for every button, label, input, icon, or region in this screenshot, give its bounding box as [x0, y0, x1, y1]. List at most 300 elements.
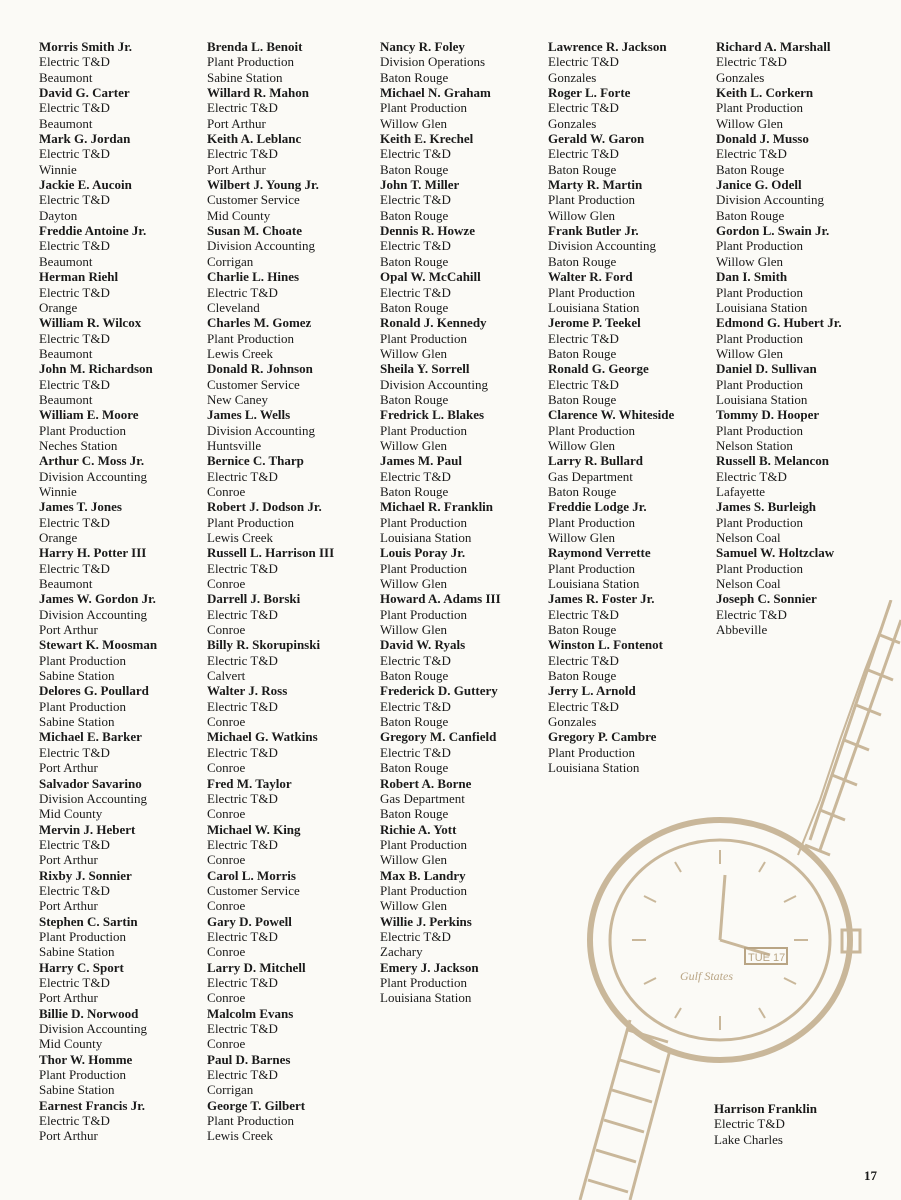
employee-department: Electric T&D [207, 146, 278, 162]
roster-entry [548, 269, 718, 315]
employee-location: Lafayette [716, 483, 766, 499]
employee-name: James L. Wells [207, 407, 291, 423]
employee-name: Walter R. Ford [548, 269, 633, 285]
employee-location: Conroe [207, 898, 246, 914]
employee-name: Frederick D. Guttery [380, 683, 498, 699]
employee-location: Conroe [207, 852, 246, 868]
employee-location: Louisiana Station [548, 760, 640, 776]
employee-department: Electric T&D [39, 560, 110, 576]
employee-name: Robert A. Borne [380, 775, 472, 791]
employee-department: Electric T&D [716, 146, 787, 162]
employee-location: Mid County [39, 1036, 103, 1052]
employee-location: Sabine Station [39, 668, 115, 684]
employee-location: Conroe [207, 483, 246, 499]
employee-department: Electric T&D [39, 238, 110, 254]
employee-name: Nancy R. Foley [380, 39, 465, 54]
employee-name: Louis Poray Jr. [380, 545, 466, 561]
roster-entry [207, 960, 377, 1006]
employee-department: Electric T&D [380, 928, 451, 944]
employee-location: Beaumont [39, 345, 93, 361]
employee-department: Plant Production [716, 238, 804, 254]
employee-location: Baton Rouge [380, 668, 449, 684]
roster-entry [207, 361, 377, 407]
employee-name: Keith L. Corkern [716, 85, 814, 101]
roster-entry [39, 683, 209, 729]
employee-name: James S. Burleigh [716, 499, 817, 515]
employee-name: William R. Wilcox [39, 315, 142, 331]
employee-name: Gordon L. Swain Jr. [716, 223, 830, 239]
employee-department: Electric T&D [380, 468, 451, 484]
roster-entry [39, 776, 209, 822]
roster-entry [380, 315, 550, 361]
employee-department: Plant Production [548, 744, 636, 760]
employee-location: Beaumont [39, 576, 93, 592]
employee-name: Stephen C. Sartin [39, 913, 138, 929]
employee-department: Electric T&D [39, 284, 110, 300]
employee-location: Zachary [380, 944, 423, 960]
employee-department: Electric T&D [548, 54, 619, 70]
roster-entry [207, 315, 377, 361]
employee-name: Ronald G. George [548, 361, 649, 377]
watch-dial-script: Gulf States [680, 969, 733, 983]
employee-location: Conroe [207, 944, 246, 960]
employee-department: Electric T&D [39, 514, 110, 530]
employee-location: Conroe [207, 806, 246, 822]
roster-entry [39, 1006, 209, 1052]
employee-name: Emery J. Jackson [380, 959, 479, 975]
roster-entry [207, 499, 377, 545]
employee-name: Darrell J. Borski [207, 591, 301, 607]
employee-location: Conroe [207, 1036, 246, 1052]
roster-entry [716, 223, 886, 269]
employee-department: Electric T&D [39, 836, 110, 852]
employee-department: Customer Service [207, 192, 300, 208]
roster-entry [716, 453, 886, 499]
employee-location: Baton Rouge [380, 714, 449, 730]
employee-name: Janice G. Odell [716, 177, 802, 193]
employee-name: Samuel W. Holtzclaw [716, 545, 835, 561]
employee-location: Willow Glen [380, 576, 447, 592]
roster-entry [548, 453, 718, 499]
roster-entry [207, 591, 377, 637]
employee-name: Mervin J. Hebert [39, 821, 136, 837]
employee-name: Fredrick L. Blakes [380, 407, 485, 423]
roster-entry [548, 361, 718, 407]
roster-entry [39, 39, 209, 85]
employee-name: Rixby J. Sonnier [39, 867, 132, 883]
roster-entry [207, 729, 377, 775]
roster-entry [39, 914, 209, 960]
roster-entry [716, 361, 886, 407]
employee-location: Conroe [207, 576, 246, 592]
employee-department: Electric T&D [39, 100, 110, 116]
roster-entry [39, 868, 209, 914]
employee-location: Orange [39, 530, 78, 545]
employee-location: Gonzales [548, 115, 597, 131]
roster-entry [380, 177, 550, 223]
roster-entry [39, 1052, 209, 1098]
employee-department: Electric T&D [207, 606, 278, 622]
employee-department: Division Accounting [380, 376, 488, 392]
roster-entry [39, 960, 209, 1006]
employee-name: Paul D. Barnes [207, 1051, 291, 1067]
employee-department: Electric T&D [548, 146, 619, 162]
employee-department: Electric T&D [39, 1113, 110, 1129]
employee-location: Baton Rouge [548, 483, 617, 499]
employee-name: Opal W. McCahill [380, 269, 481, 285]
caption-name: Harrison Franklin [714, 1101, 817, 1116]
employee-name: Billie D. Norwood [39, 1005, 139, 1021]
roster-entry [207, 1052, 377, 1098]
employee-location: Port Arthur [207, 161, 266, 177]
employee-name: Keith E. Krechel [380, 131, 474, 147]
employee-name: William E. Moore [39, 407, 139, 423]
employee-name: Max B. Landry [380, 867, 466, 883]
watch-date-window: TUE 17 [748, 952, 786, 964]
employee-location: Baton Rouge [716, 161, 785, 177]
employee-department: Plant Production [548, 560, 636, 576]
employee-name: Walter J. Ross [207, 683, 288, 699]
employee-department: Division Accounting [716, 192, 824, 208]
roster-entry [39, 85, 209, 131]
employee-location: Willow Glen [380, 898, 447, 914]
roster-entry [207, 776, 377, 822]
employee-name: Mark G. Jordan [39, 131, 131, 147]
employee-department: Plant Production [39, 698, 127, 714]
roster-entry [39, 591, 209, 637]
roster-entry [207, 1098, 377, 1144]
employee-location: Lewis Creek [207, 345, 274, 361]
employee-department: Electric T&D [207, 744, 278, 760]
employee-department: Plant Production [548, 422, 636, 438]
employee-name: Russell B. Melancon [716, 453, 830, 469]
employee-department: Division Accounting [39, 1021, 147, 1036]
employee-location: Calvert [207, 668, 246, 684]
employee-location: Beaumont [39, 69, 93, 85]
roster-entry [380, 223, 550, 269]
employee-department: Electric T&D [207, 974, 278, 990]
employee-department: Electric T&D [380, 146, 451, 162]
employee-location: Port Arthur [39, 1128, 98, 1144]
employee-name: Freddie Lodge Jr. [548, 499, 647, 515]
employee-name: Stewart K. Moosman [39, 637, 158, 653]
employee-location: Gonzales [548, 69, 597, 85]
employee-location: Baton Rouge [548, 622, 617, 638]
employee-department: Plant Production [716, 422, 804, 438]
roster-entry [716, 407, 886, 453]
employee-name: Freddie Antoine Jr. [39, 223, 147, 239]
employee-name: Richard A. Marshall [716, 39, 831, 54]
roster-entry [207, 85, 377, 131]
employee-name: Bernice C. Tharp [207, 453, 304, 469]
employee-department: Plant Production [548, 284, 636, 300]
employee-location: Baton Rouge [548, 391, 617, 407]
employee-department: Division Operations [380, 54, 486, 70]
employee-department: Division Accounting [39, 468, 147, 484]
employee-name: Gregory P. Cambre [548, 729, 657, 745]
employee-location: Baton Rouge [380, 299, 449, 315]
employee-name: Willard R. Mahon [207, 85, 309, 101]
roster-entry [39, 315, 209, 361]
employee-department: Electric T&D [39, 744, 110, 760]
employee-name: Roger L. Forte [548, 85, 631, 101]
employee-department: Customer Service [207, 882, 300, 898]
employee-department: Electric T&D [39, 330, 110, 346]
employee-location: Baton Rouge [380, 253, 449, 269]
roster-entry [207, 822, 377, 868]
employee-department: Electric T&D [39, 192, 110, 208]
page-number: 17 [864, 1168, 877, 1183]
roster-entry [548, 407, 718, 453]
employee-location: Sabine Station [39, 1082, 115, 1098]
employee-location: Winnie [39, 161, 77, 177]
employee-name: Carol L. Morris [207, 867, 296, 883]
roster-entry [39, 545, 209, 591]
roster-entry [207, 39, 377, 85]
employee-location: Neches Station [39, 437, 118, 453]
employee-department: Electric T&D [207, 836, 278, 852]
employee-department: Plant Production [380, 882, 468, 898]
employee-name: Delores G. Poullard [39, 683, 149, 699]
employee-location: Willow Glen [716, 115, 783, 131]
employee-department: Electric T&D [548, 652, 619, 668]
employee-name: Charles M. Gomez [207, 315, 312, 331]
employee-location: Baton Rouge [548, 253, 617, 269]
roster-entry [548, 131, 718, 177]
employee-department: Electric T&D [380, 192, 451, 208]
employee-name: Frank Butler Jr. [548, 223, 639, 239]
roster-entry [548, 85, 718, 131]
roster-entry [716, 545, 886, 591]
employee-department: Electric T&D [207, 284, 278, 300]
employee-name: James M. Paul [380, 453, 462, 469]
employee-name: Jackie E. Aucoin [39, 177, 132, 193]
employee-location: Port Arthur [39, 852, 98, 868]
employee-department: Plant Production [207, 514, 295, 530]
employee-department: Electric T&D [548, 606, 619, 622]
employee-location: Cleveland [207, 299, 260, 315]
employee-department: Electric T&D [207, 560, 278, 576]
employee-department: Electric T&D [207, 100, 278, 116]
employee-name: Gerald W. Garon [548, 131, 645, 147]
employee-name: Brenda L. Benoit [207, 39, 303, 54]
employee-department: Division Accounting [207, 238, 315, 254]
employee-location: Baton Rouge [380, 161, 449, 177]
employee-name: Larry R. Bullard [548, 453, 643, 469]
employee-department: Electric T&D [380, 744, 451, 760]
employee-name: Michael G. Watkins [207, 729, 318, 745]
employee-name: Howard A. Adams III [380, 591, 501, 607]
roster-entry [39, 223, 209, 269]
employee-name: Marty R. Martin [548, 177, 643, 193]
employee-name: Ronald J. Kennedy [380, 315, 487, 331]
employee-location: Baton Rouge [380, 760, 449, 776]
employee-name: James T. Jones [39, 499, 122, 515]
employee-location: Baton Rouge [380, 391, 449, 407]
employee-name: David W. Ryals [380, 637, 466, 653]
employee-department: Plant Production [207, 330, 295, 346]
employee-department: Plant Production [380, 330, 468, 346]
employee-department: Electric T&D [548, 376, 619, 392]
employee-name: Lawrence R. Jackson [548, 39, 667, 54]
employee-department: Electric T&D [380, 698, 451, 714]
employee-name: Clarence W. Whiteside [548, 407, 675, 423]
employee-department: Electric T&D [207, 652, 278, 668]
roster-entry [716, 269, 886, 315]
employee-location: Conroe [207, 714, 246, 730]
employee-name: Winston L. Fontenot [548, 637, 663, 653]
roster-entry [716, 315, 886, 361]
employee-department: Plant Production [380, 560, 468, 576]
employee-location: Willow Glen [716, 345, 783, 361]
employee-name: Dan I. Smith [716, 269, 788, 285]
employee-location: Willow Glen [548, 207, 615, 223]
employee-department: Plant Production [716, 560, 804, 576]
employee-department: Electric T&D [548, 330, 619, 346]
employee-location: Sabine Station [207, 69, 283, 85]
employee-location: Conroe [207, 622, 246, 638]
employee-location: Corrigan [207, 1082, 254, 1098]
employee-department: Electric T&D [207, 468, 278, 484]
roster-entry [380, 453, 550, 499]
employee-department: Division Accounting [39, 606, 147, 622]
roster-entry [548, 223, 718, 269]
employee-name: Robert J. Dodson Jr. [207, 499, 322, 515]
roster-entry [548, 39, 718, 85]
employee-location: New Caney [207, 391, 269, 407]
employee-department: Plant Production [380, 422, 468, 438]
roster-entry [39, 729, 209, 775]
employee-department: Plant Production [380, 606, 468, 622]
roster-entry [716, 131, 886, 177]
employee-department: Division Accounting [39, 790, 147, 806]
employee-name: Arthur C. Moss Jr. [39, 453, 145, 469]
employee-location: Lewis Creek [207, 530, 274, 545]
employee-location: Louisiana Station [380, 990, 472, 1006]
roster-entry [39, 637, 209, 683]
roster-entry [380, 499, 550, 545]
employee-location: Beaumont [39, 391, 93, 407]
employee-location: Willow Glen [548, 437, 615, 453]
employee-location: Mid County [39, 806, 103, 822]
employee-name: Donald R. Johnson [207, 361, 313, 377]
employee-department: Plant Production [716, 514, 804, 530]
employee-department: Plant Production [39, 1067, 127, 1083]
employee-name: Earnest Francis Jr. [39, 1097, 146, 1113]
employee-location: Baton Rouge [380, 483, 449, 499]
employee-location: Conroe [207, 990, 246, 1006]
caption-location: Lake Charles [714, 1131, 783, 1147]
roster-entry [39, 453, 209, 499]
employee-department: Plant Production [380, 514, 468, 530]
employee-location: Abbeville [716, 622, 768, 638]
employee-department: Plant Production [39, 928, 127, 944]
employee-department: Plant Production [207, 1113, 295, 1129]
employee-name: Michael W. King [207, 821, 301, 837]
roster-entry [39, 269, 209, 315]
employee-department: Plant Production [380, 974, 468, 990]
employee-department: Electric T&D [207, 790, 278, 806]
roster-entry [548, 315, 718, 361]
employee-department: Plant Production [716, 376, 804, 392]
caption-department: Electric T&D [714, 1116, 785, 1132]
roster-entry [207, 407, 377, 453]
roster-entry [39, 499, 209, 545]
roster-entry [39, 177, 209, 223]
caption-entry [714, 1101, 884, 1147]
employee-name: Tommy D. Hooper [716, 407, 820, 423]
employee-name: Wilbert J. Young Jr. [207, 177, 319, 193]
employee-location: Baton Rouge [548, 668, 617, 684]
employee-name: Michael N. Graham [380, 85, 491, 101]
roster-entry [380, 361, 550, 407]
employee-department: Plant Production [716, 330, 804, 346]
employee-name: Herman Riehl [39, 269, 119, 285]
employee-location: Nelson Coal [716, 576, 781, 592]
roster-entry [207, 177, 377, 223]
employee-location: Beaumont [39, 253, 93, 269]
roster-entry [207, 269, 377, 315]
employee-location: Willow Glen [716, 253, 783, 269]
employee-location: Baton Rouge [548, 161, 617, 177]
employee-name: Sheila Y. Sorrell [380, 361, 470, 377]
employee-location: Gonzales [716, 69, 765, 85]
roster-entry [39, 1098, 209, 1144]
employee-name: Morris Smith Jr. [39, 39, 133, 54]
employee-location: Louisiana Station [380, 530, 472, 545]
employee-department: Plant Production [39, 422, 127, 438]
employee-location: Baton Rouge [548, 345, 617, 361]
employee-name: David G. Carter [39, 85, 130, 101]
employee-location: Orange [39, 299, 78, 315]
employee-department: Division Accounting [548, 238, 656, 254]
employee-location: Dayton [39, 207, 78, 223]
employee-department: Electric T&D [548, 698, 619, 714]
roster-entry [207, 868, 377, 914]
roster-entry [207, 683, 377, 729]
employee-department: Plant Production [548, 514, 636, 530]
employee-location: Beaumont [39, 115, 93, 131]
employee-department: Electric T&D [716, 54, 787, 70]
employee-department: Electric T&D [716, 468, 787, 484]
employee-department: Plant Production [207, 54, 295, 70]
roster-entry [207, 1006, 377, 1052]
roster-entry [207, 453, 377, 499]
employee-name: Michael R. Franklin [380, 499, 494, 515]
employee-location: Louisiana Station [716, 391, 808, 407]
roster-entry [380, 39, 550, 85]
employee-name: Gary D. Powell [207, 913, 292, 929]
employee-name: Daniel D. Sullivan [716, 361, 817, 377]
employee-department: Electric T&D [380, 284, 451, 300]
employee-name: Raymond Verrette [548, 545, 651, 561]
employee-department: Electric T&D [716, 606, 787, 622]
employee-department: Electric T&D [380, 652, 451, 668]
roster-column-5 [716, 39, 886, 637]
roster-entry [207, 223, 377, 269]
employee-name: John M. Richardson [39, 361, 153, 377]
employee-location: Port Arthur [39, 990, 98, 1006]
employee-name: Willie J. Perkins [380, 913, 472, 929]
employee-name: James W. Gordon Jr. [39, 591, 156, 607]
roster-entry [207, 637, 377, 683]
employee-name: Harry C. Sport [39, 959, 124, 975]
employee-name: John T. Miller [380, 177, 460, 193]
employee-location: Willow Glen [548, 530, 615, 545]
roster-entry [380, 407, 550, 453]
employee-name: Susan M. Choate [207, 223, 302, 239]
employee-name: Michael E. Barker [39, 729, 142, 745]
